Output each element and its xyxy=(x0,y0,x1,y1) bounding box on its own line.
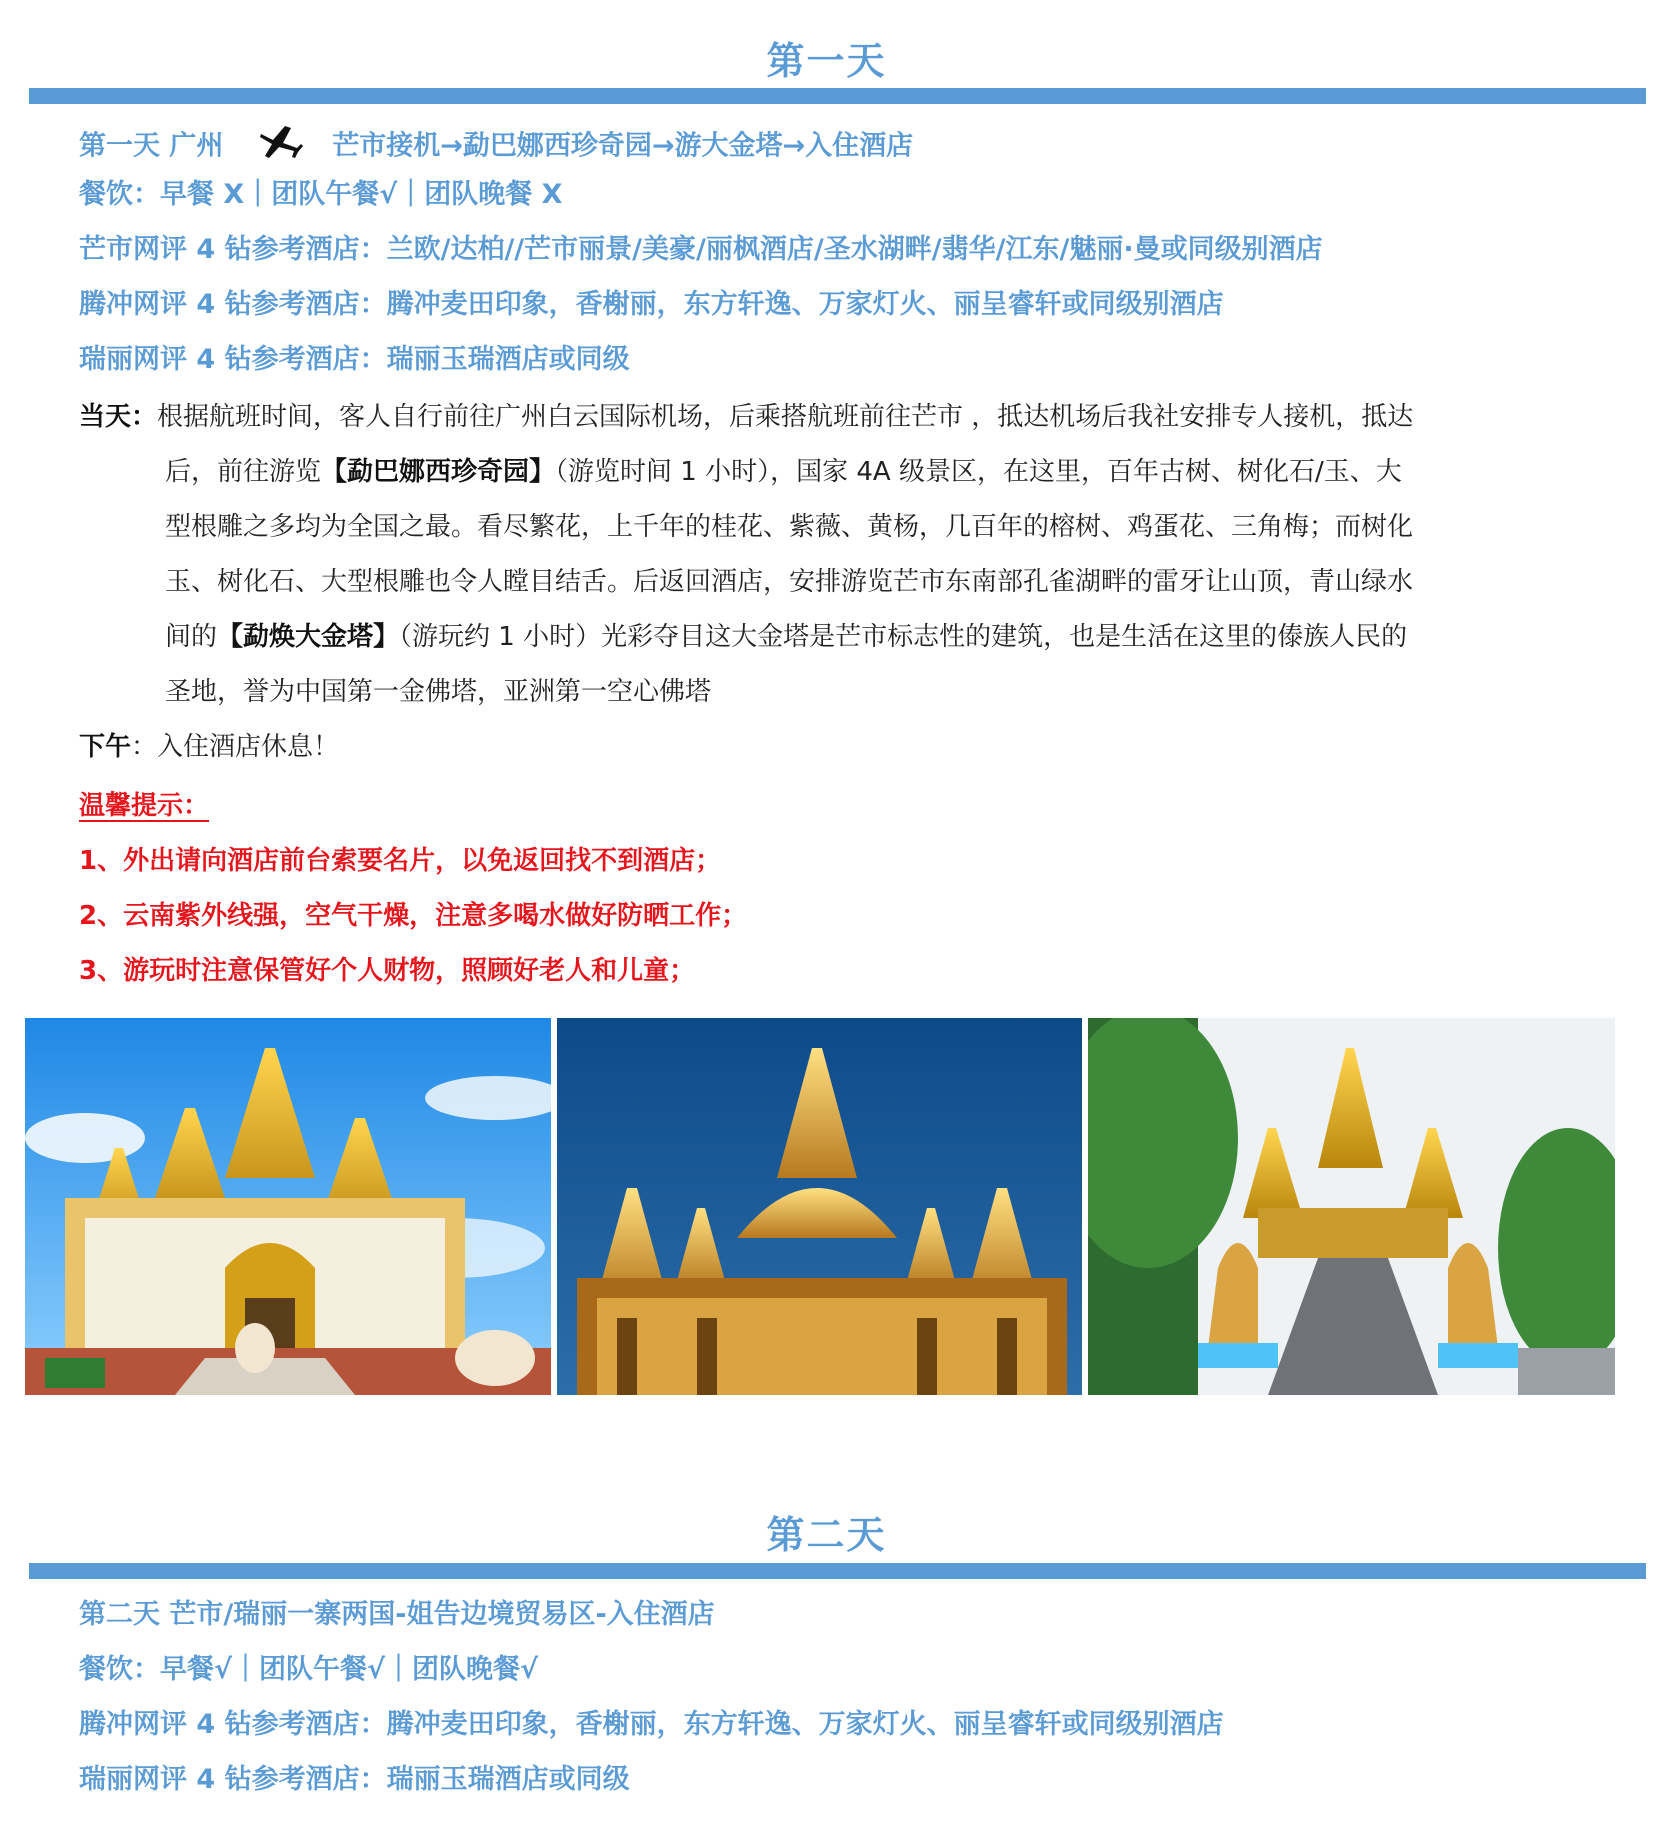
day1-hotel-tengchong: 腾冲网评 4 钻参考酒店：腾冲麦田印象，香榭丽，东方轩逸、万家灯火、丽呈睿轩或同级别酒店 xyxy=(79,289,1224,320)
itinerary-line-2b: （游览时间 1 小时），国家 4A 级景区，在这里，百年古树、树化石/玉、大 xyxy=(555,457,1402,487)
day2-divider-bar xyxy=(29,1563,1646,1579)
itinerary-line-5a: 间的 xyxy=(165,622,218,652)
tips-title: 温馨提示： xyxy=(79,791,210,821)
day1-divider-bar xyxy=(29,88,1646,104)
day1-itinerary xyxy=(79,390,1574,775)
itinerary-line-4: 玉、树化石、大型根雕也令人瞠目结舌。后返回酒店，安排游览芒市东南部孔雀湖畔的雷牙让山顶，青山绿水 xyxy=(165,567,1414,597)
day1-hotel-ruili: 瑞丽网评 4 钻参考酒店：瑞丽玉瑞酒店或同级 xyxy=(79,344,630,375)
day1-route xyxy=(79,122,913,172)
itinerary-line-1: 根据航班时间，客人自行前往广州白云国际机场，后乘搭航班前往芒市 ，抵达机场后我社安排专人接机，抵达 xyxy=(157,402,1414,432)
day1-route-text: 芒市接机→勐巴娜西珍奇园→游大金塔→入住酒店 xyxy=(332,130,914,162)
itinerary-line-5b: （游玩约 1 小时）光彩夺目这大金塔是芒市标志性的建筑，也是生活在这里的傣族人民的 xyxy=(399,622,1408,652)
tip-3: 3、游玩时注意保管好个人财物，照顾好老人和儿童； xyxy=(79,956,696,986)
day1-title: 第一天 xyxy=(766,39,887,83)
itinerary-line-3: 型根雕之多均为全国之最。看尽繁花，上千年的桂花、紫薇、黄杨，几百年的榕树、鸡蛋花、三角梅；而树化 xyxy=(165,512,1414,542)
afternoon-text: ：入住酒店休息！ xyxy=(131,732,340,762)
airplane-icon xyxy=(255,122,305,172)
attraction-golden-pagoda: 【勐焕大金塔】 xyxy=(217,622,400,652)
afternoon-label: 下午 xyxy=(79,732,132,762)
day1-route-prefix: 第一天 广州 xyxy=(79,130,224,162)
itinerary-line-6: 圣地，誉为中国第一金佛塔，亚洲第一空心佛塔 xyxy=(165,677,712,707)
itinerary-line-2a: 后，前往游览 xyxy=(165,457,322,487)
tip-2: 2、云南紫外线强，空气干燥，注意多喝水做好防晒工作； xyxy=(79,901,748,931)
tip-1: 1、外出请向酒店前台索要名片，以免返回找不到酒店； xyxy=(79,846,722,876)
day1-hotel-mangshi: 芒市网评 4 钻参考酒店：兰欧/达柏//芒市丽景/美豪/丽枫酒店/圣水湖畔/翡华/江东/魅丽·曼或同级别酒店 xyxy=(79,234,1323,265)
day2-route: 第二天 芒市/瑞丽一寨两国-姐告边境贸易区-入住酒店 xyxy=(79,1599,715,1630)
photo-golden-pagoda-stairs xyxy=(1088,1018,1615,1395)
attraction-mengbanaxi: 【勐巴娜西珍奇园】 xyxy=(321,457,556,487)
day2-hotel-ruili: 瑞丽网评 4 钻参考酒店：瑞丽玉瑞酒店或同级 xyxy=(79,1764,630,1795)
day2-title: 第二天 xyxy=(766,1513,887,1557)
photo-golden-temple-daylight xyxy=(25,1018,551,1395)
day2-hotel-tengchong: 腾冲网评 4 钻参考酒店：腾冲麦田印象，香榭丽，东方轩逸、万家灯火、丽呈睿轩或同级别酒店 xyxy=(79,1709,1224,1740)
day2-meals: 餐饮：早餐√｜团队午餐√｜团队晚餐√ xyxy=(79,1654,539,1685)
today-label: 当天： xyxy=(79,402,158,432)
day1-meals: 餐饮：早餐 X｜团队午餐√｜团队晚餐 X xyxy=(79,179,563,210)
photo-golden-pagoda-night xyxy=(557,1018,1082,1395)
